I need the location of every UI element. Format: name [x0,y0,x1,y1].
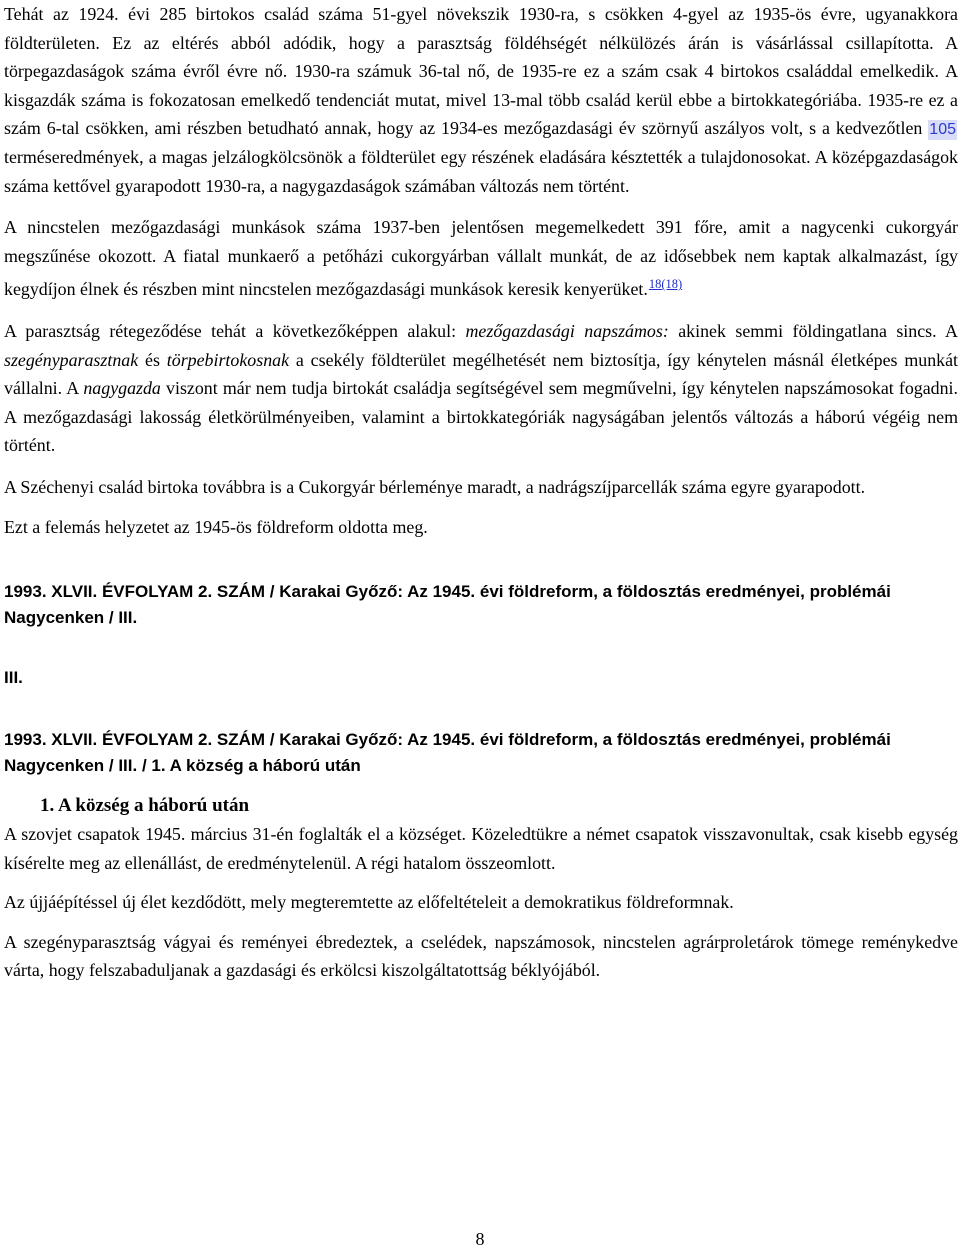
text-run: A parasztság rétegeződése tehát a következőképpen alakul: [4,320,466,341]
paragraph-felemas-helyzet: Ezt a felemás helyzetet az 1945-ös földreform oldotta meg. [4,516,428,537]
text-run: akinek semmi földingatlana sincs. A [668,320,958,341]
emphasis-term: nagygazda [83,378,161,399]
chapter-heading: III. [4,668,23,688]
paragraph-ujjaepites: Az újjáépítéssel új élet kezdődött, mely megteremtette az előfeltételeit a demokratikus földreformnak. [4,892,734,913]
breadcrumb-heading-section: 1993. XLVII. ÉVFOLYAM 2. SZÁM / Karakai Győző: Az 1945. évi földreform, a földosztás eredményei, problémái Nagycenken / III. [4,582,891,628]
paragraph-text: A nincstelen mezőgazdasági munkások száma 1937-ben jelentősen megemelkedett 391 főre, amit a nagycenki cukorgyár megszűnése okozott. A fiatal munkaerő a petőházi cukorgyárban vállalt munkát, de az idősebbek nem kaptak alkalmazást, így kegydíjon élnek és részben mint nincstelen mezőgazdasági munkások keresik kenyerüket. [4,217,958,300]
paragraph-retegezodes [4,317,958,460]
paragraph-text: terméseredmények, a magas jelzálogkölcsönök a földterület egy részének eladására késztették a tulajdonosokat. A középgazdaságok száma kettővel gyarapodott 1930-ra, a nagygazdaságok számában változás nem történt. [4,146,958,196]
paragraph-szechenyi-birtok: A Széchenyi család birtoka továbbra is a Cukorgyár bérleménye maradt, a nadrágszíjparcellák száma egyre gyarapodott. [4,476,866,497]
emphasis-term: törpebirtokosnak [166,349,290,370]
paragraph-birtokos-csaladok [4,0,958,200]
page-marker[interactable]: 105 [929,121,956,139]
footnote-link[interactable]: 18(18) [648,277,683,292]
paragraph-szovjet-csapatok: A szovjet csapatok 1945. március 31-én foglalták el a községet. Közeledtükre a német csapatok visszavonultak, csak kisebb egység kísérelte meg az ellenállást, de eredménytelenül. A régi hatalom összeomlott. [4,824,958,873]
paragraph-text: Tehát az 1924. évi 285 birtokos család száma 51-gyel növekszik 1930-ra, s csökken 4-gyel az 1935-ös évre, ugyanakkora földterületen. Ez az eltérés abból adódik, hogy a parasztság földéhségét nélkülözés árán is vásárlással csillapította. A törpegazdaságok száma évről évre nő. 1930-ra számuk 36-tal nő, de 1935-re ez a szám csak 4 birtokos családdal emelkedik. A kisgazdák száma is fokozatosan emelkedő tendenciát mutat, mivel 13-mal több család kerül ebbe a birtokkategóriába. 1935-re ez a szám 6-tal csökken, ami részben betudható annak, hogy az 1934-es mezőgazdasági év szörnyű aszályos volt, s a kedvezőtlen [4,4,958,139]
page-number: 8 [475,1229,485,1249]
emphasis-term: szegényparasztnak [4,349,139,370]
document-page [4,0,958,985]
section-title: 1. A község a háború után [40,795,250,817]
paragraph-nincstelen-munkasok [4,213,958,304]
text-run: és [138,349,167,370]
emphasis-term: mezőgazdasági napszámos: [465,320,669,341]
text-run: a csekély földterület megélhetését nem biztosítja, így kénytelen másnál életképes munkát vállalni. A [4,349,958,399]
breadcrumb-heading-subsection: 1993. XLVII. ÉVFOLYAM 2. SZÁM / Karakai Győző: Az 1945. évi földreform, a földosztás eredményei, problémái Nagycenken / III. / 1. A község a háború után [4,730,891,776]
text-run: viszont már nem tudja birtokát családja segítségével sem megművelni, így kénytelen napszámosokat fogadni. A mezőgazdasági lakosság életkörülményeiben, valamint a birtokkategóriák nagyságában jelentős változás a háború végéig nem történt. [4,378,958,456]
paragraph-szegenyparasztsag: A szegényparasztság vágyai és reményei ébredeztek, a cselédek, napszámosok, nincstelen agrárproletárok tömege reménykedve várta, hogy felszabaduljanak a gazdasági és erkölcsi kiszolgáltatottság béklyójából. [4,931,958,981]
